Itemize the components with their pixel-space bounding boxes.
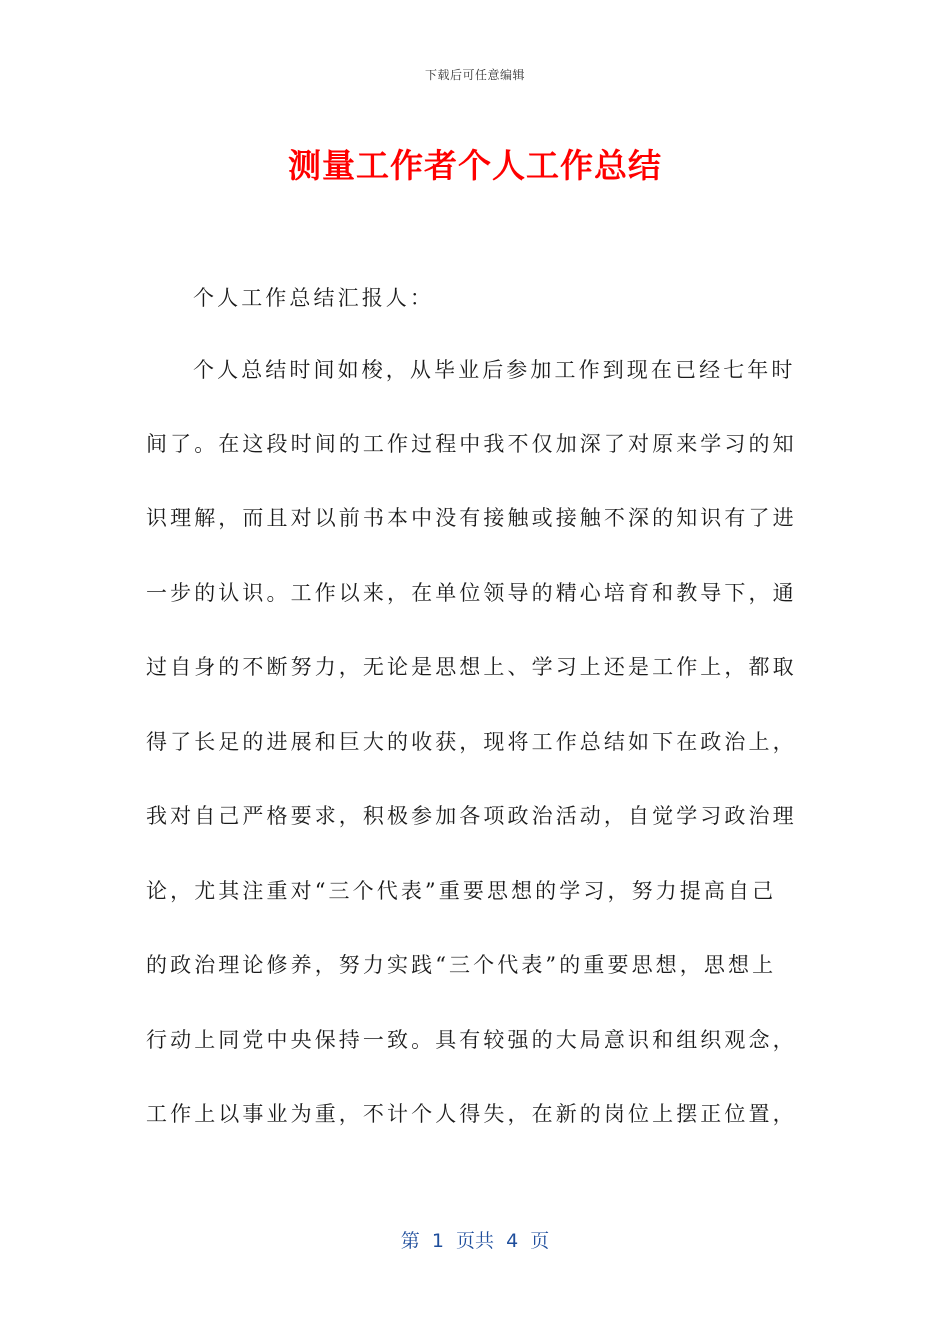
page-header-note: 下载后可任意编辑 [424,68,525,82]
body-line: 我对自己严格要求，积极参加各项政治活动，自觉学习政治理 [146,804,797,828]
page-number-footer: 第 1 页共 4 页 [400,1230,550,1252]
body-line: 行动上同党中央保持一致。具有较强的大局意识和组织观念， [146,1028,797,1052]
body-line: 得了长足的进展和巨大的收获，现将工作总结如下在政治上， [146,730,797,754]
body-line: 工作上以事业为重，不计个人得失，在新的岗位上摆正位置， [146,1102,797,1126]
body-line: 识理解，而且对以前书本中没有接触或接触不深的知识有了进 [146,506,797,530]
body-line: 一步的认识。工作以来，在单位领导的精心培育和教导下，通 [146,581,797,605]
document-title: 测量工作者个人工作总结 [288,146,662,185]
body-line: 过自身的不断努力，无论是思想上、学习上还是工作上，都取 [146,655,797,679]
body-line: 间了。在这段时间的工作过程中我不仅加深了对原来学习的知 [146,432,797,456]
greeting-line: 个人工作总结汇报人： [193,286,434,310]
body-line: 的政治理论修养，努力实践“三个代表”的重要思想，思想上 [146,953,777,977]
body-line: 论，尤其注重对“三个代表”重要思想的学习，努力提高自己 [146,879,777,903]
body-line: 个人总结时间如梭，从毕业后参加工作到现在已经七年时 [193,358,796,382]
